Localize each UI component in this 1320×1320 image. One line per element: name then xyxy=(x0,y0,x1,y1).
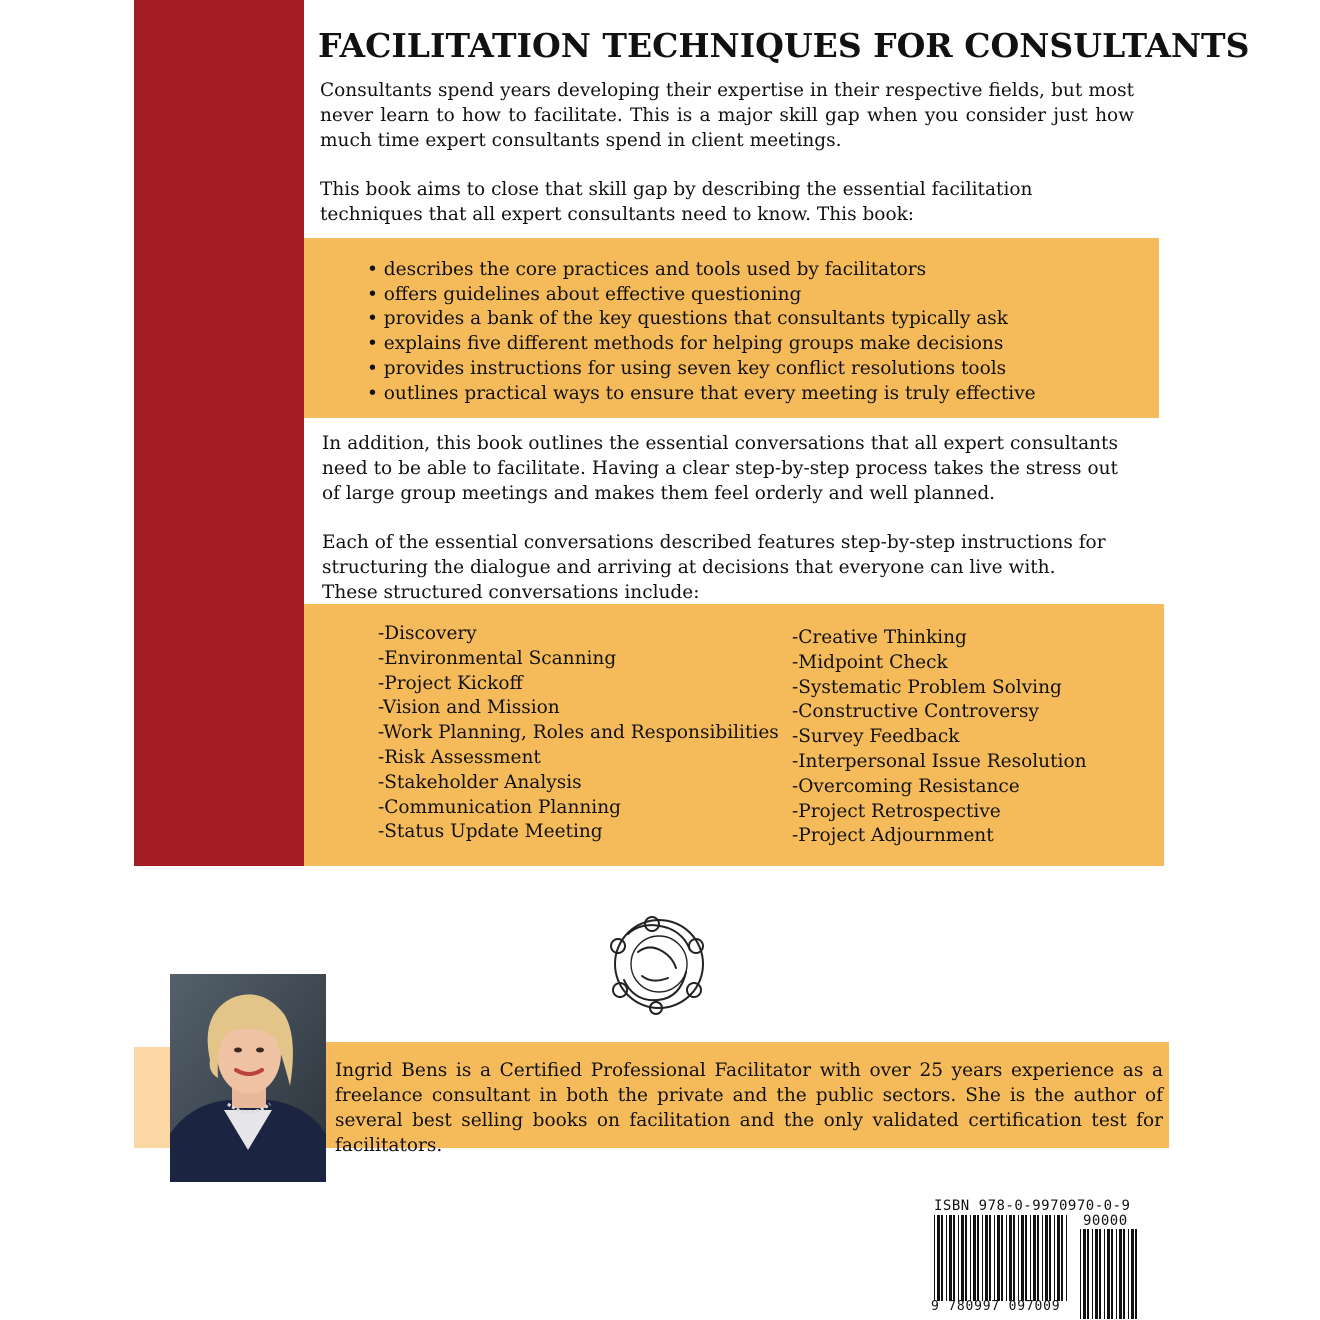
conversations-intro-line: These structured conversations include: xyxy=(322,582,700,603)
conversation-item: -Creative Thinking xyxy=(792,627,967,648)
conversation-item: -Survey Feedback xyxy=(792,726,960,748)
barcode-bars-addon xyxy=(1080,1229,1140,1319)
conversation-item: -Stakeholder Analysis xyxy=(378,771,582,793)
conversation-item: -Status Update Meeting xyxy=(378,821,603,843)
red-side-bar xyxy=(134,0,304,866)
addition-paragraph: In addition, this book outlines the essential conversations that all expert consultants need to be able to facilitate. Having a clear step-by-step process takes the stress out of large group meetings and makes them feel orderly and well planned. xyxy=(322,433,1118,504)
author-portrait xyxy=(170,974,326,1182)
barcode-price-code: 90000 xyxy=(1083,1213,1128,1229)
conversation-item: -Constructive Controversy xyxy=(792,701,1039,723)
conversations-intro-line: Each of the essential conversations described features step-by-step instructions for xyxy=(322,532,1106,553)
barcode-digits: 9 780997 097009 xyxy=(931,1299,1061,1314)
feature-item: • offers guidelines about effective questioning xyxy=(367,283,802,305)
conversation-item: -Interpersonal Issue Resolution xyxy=(792,750,1087,772)
conversation-item: -Systematic Problem Solving xyxy=(792,676,1062,698)
feature-item: • explains five different methods for helping groups make decisions xyxy=(367,333,1004,355)
conversation-item: -Communication Planning xyxy=(378,796,621,818)
intro-paragraph: Consultants spend years developing their expertise in their respective fields, but most never learn to how to facilitate. This is a major skill gap when you consider just how much time expert consultants spend in client meetings. xyxy=(320,80,1134,151)
author-bio: Ingrid Bens is a Certified Professional Facilitator with over 25 years experience as a freelance consultant in both the private and the public sectors. She is the author of several best selling books on facilitation and the only validated certification test for facilitators. xyxy=(335,1060,1163,1156)
conversation-item: -Work Planning, Roles and Responsibilities xyxy=(378,722,779,744)
feature-item: • outlines practical ways to ensure that every meeting is truly effective xyxy=(367,382,1036,404)
book-title: FACILITATION TECHNIQUES FOR CONSULTANTS xyxy=(318,26,1250,65)
conversation-item: -Vision and Mission xyxy=(378,697,560,719)
conversation-item: -Environmental Scanning xyxy=(378,647,617,669)
barcode-bars-main xyxy=(934,1215,1070,1301)
features-list xyxy=(367,258,1036,406)
feature-item: • provides instructions for using seven key conflict resolutions tools xyxy=(367,357,1007,379)
conversation-item: -Project Kickoff xyxy=(378,672,523,694)
conversations-intro xyxy=(322,530,1122,605)
isbn-text: ISBN 978-0-9970970-0-9 xyxy=(934,1198,1131,1214)
circle-of-people-logo xyxy=(598,910,720,1016)
conversations-intro-line: structuring the dialogue and arriving at decisions that everyone can live with. xyxy=(322,557,1056,578)
author-band-accent xyxy=(134,1047,174,1148)
conversation-item: -Project Retrospective xyxy=(792,800,1001,822)
aim-paragraph: This book aims to close that skill gap by describing the essential facilitation techniques that all expert consultants need to know. This book: xyxy=(320,179,1033,225)
conversation-item: -Overcoming Resistance xyxy=(792,775,1020,797)
feature-item: • provides a bank of the key questions that consultants typically ask xyxy=(367,308,1009,330)
conversations-list-left xyxy=(378,622,779,845)
conversation-item: -Risk Assessment xyxy=(378,746,541,768)
conversation-item: -Midpoint Check xyxy=(792,651,948,673)
feature-item: • describes the core practices and tools used by facilitators xyxy=(367,259,927,280)
conversations-list-right xyxy=(792,626,1087,849)
conversation-item: -Project Adjournment xyxy=(792,825,994,847)
conversation-item: -Discovery xyxy=(378,623,477,644)
